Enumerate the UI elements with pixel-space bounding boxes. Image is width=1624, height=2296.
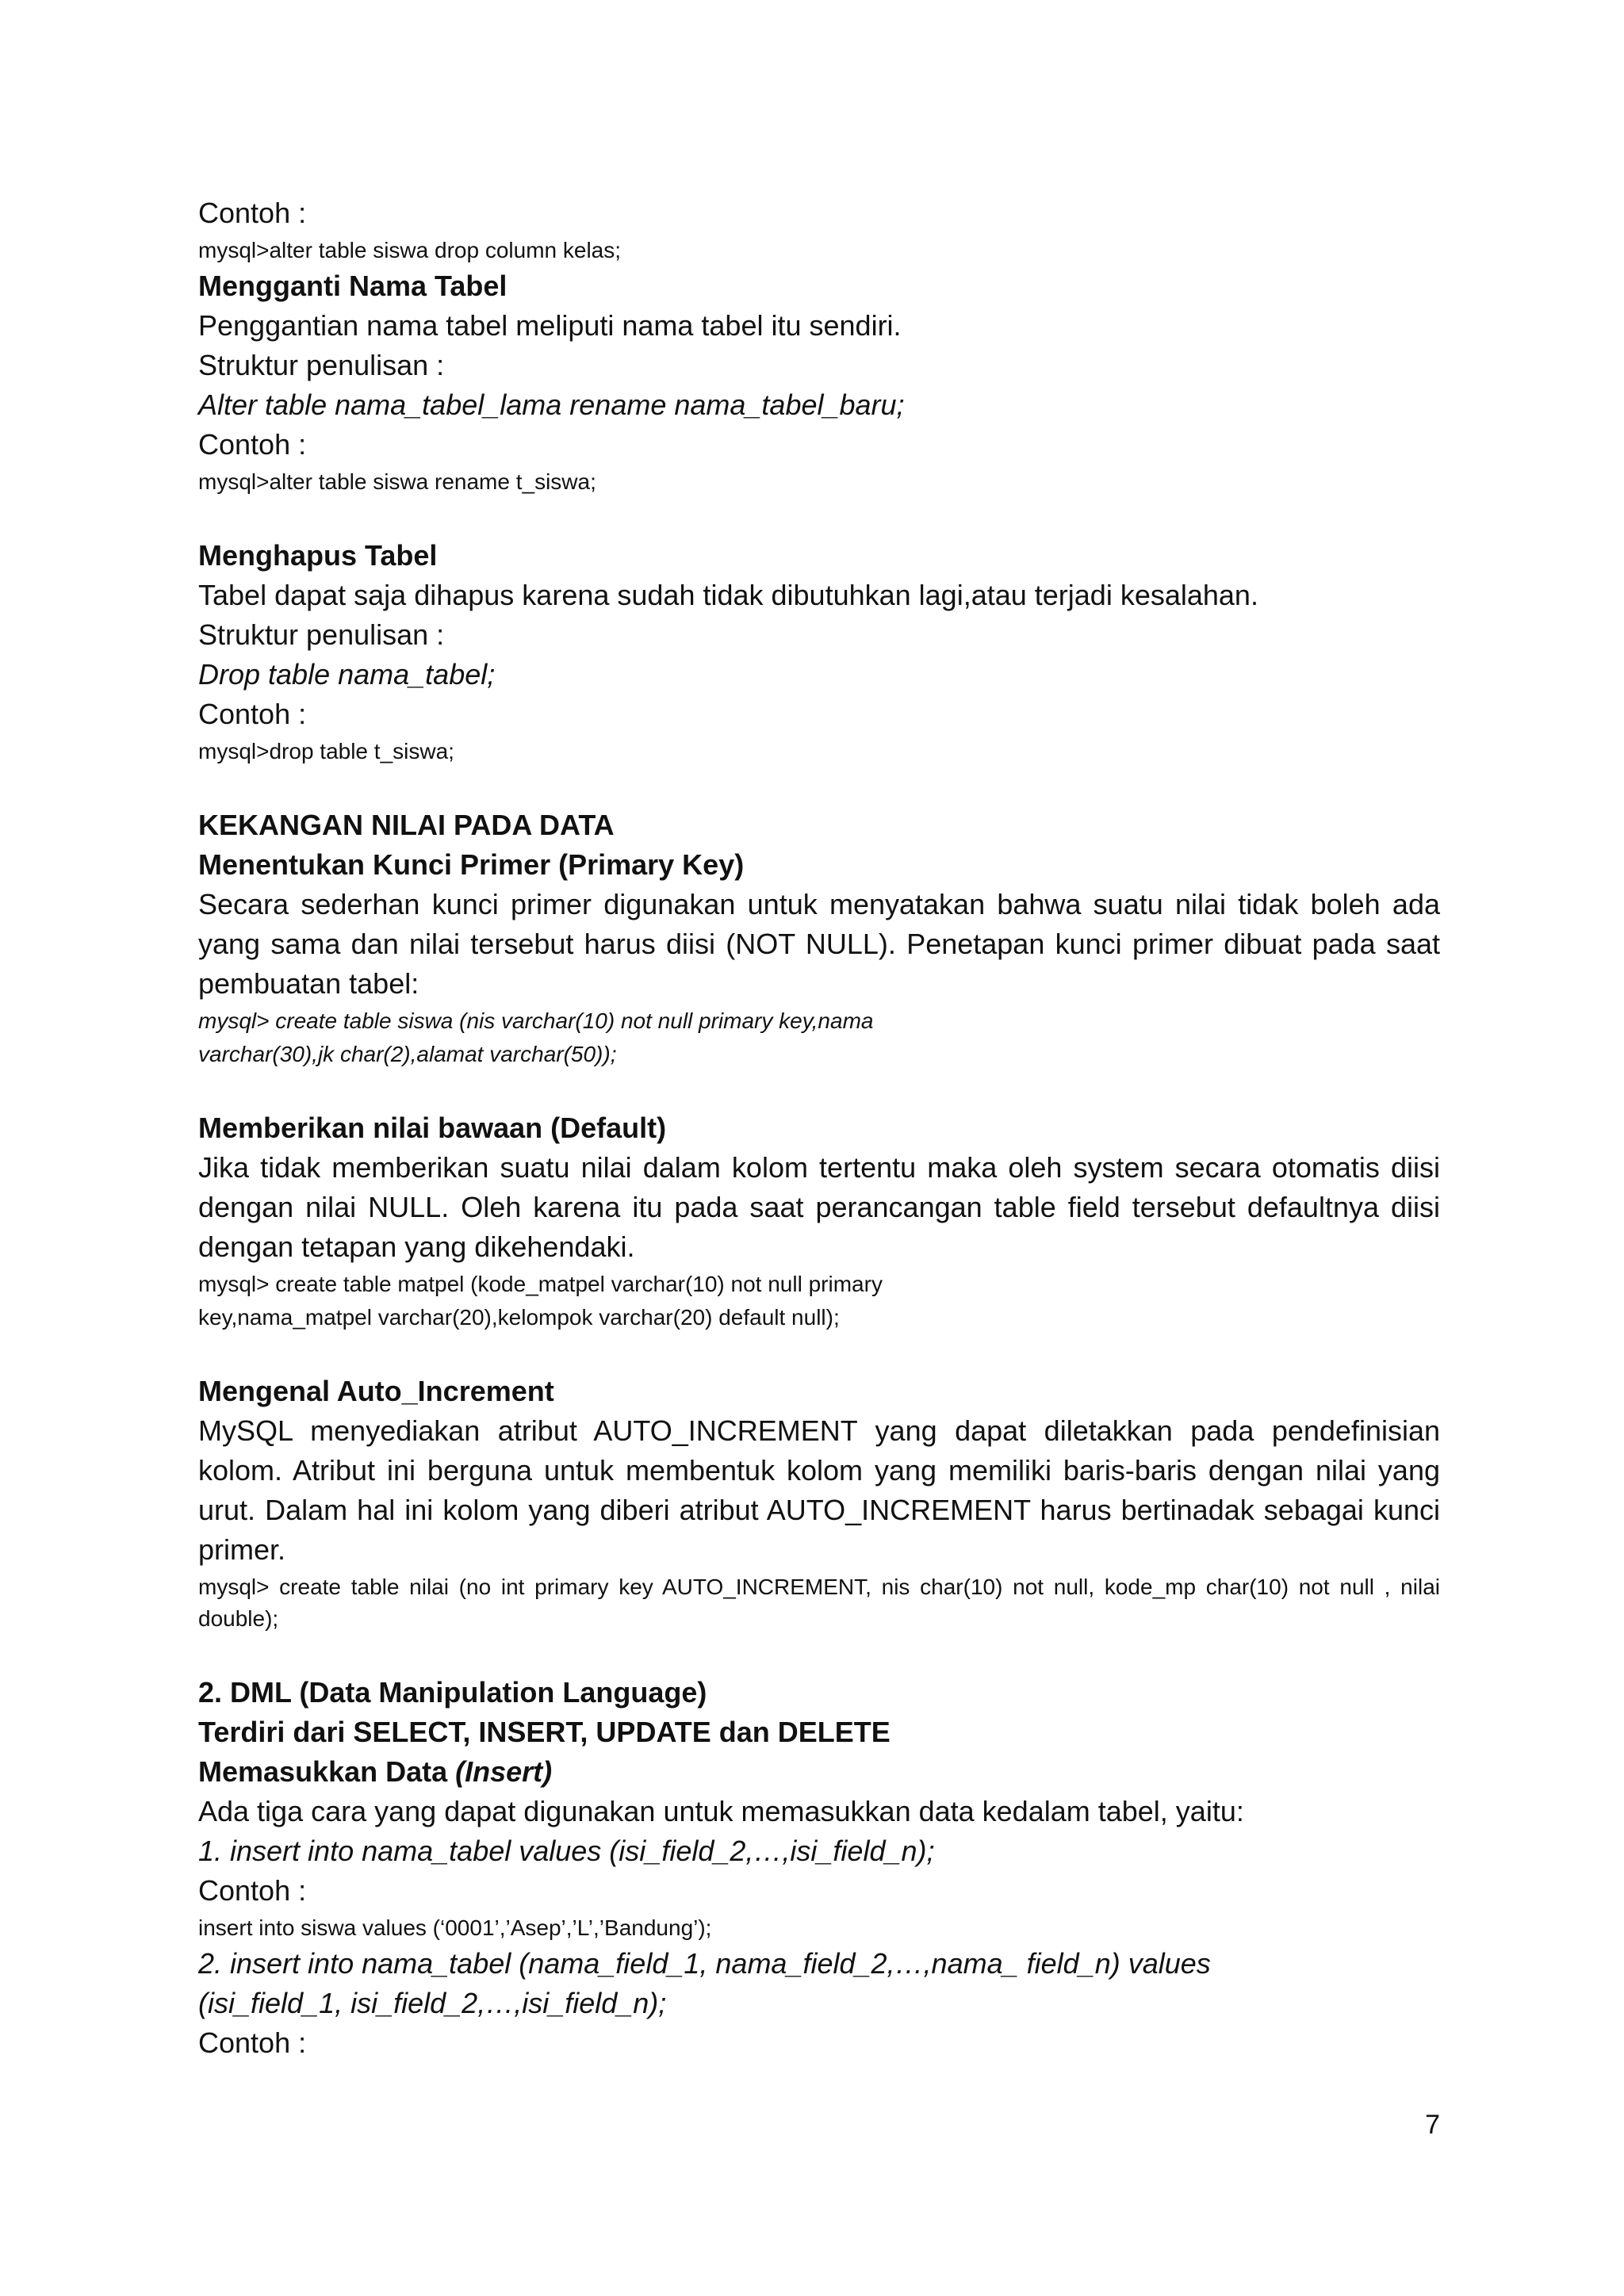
section-heading: Mengenal Auto_Increment xyxy=(198,1375,554,1407)
section-heading: Mengganti Nama Tabel xyxy=(198,270,508,302)
spacer xyxy=(198,498,1440,536)
paragraph: Penggantian nama tabel meliputi nama tabel itu sendiri. xyxy=(198,309,902,342)
paragraph: Secara sederhan kunci primer digunakan untuk menyatakan bahwa suatu nilai tidak boleh ada yang sama dan nilai tersebut harus diisi (NOT NULL). Penetapan kunci primer dibuat pada saat pembuatan tabel: xyxy=(198,888,1440,1000)
syntax-text: 1. insert into nama_tabel values (isi_field_2,…,isi_field_n); xyxy=(198,1835,935,1867)
section-heading: Menentukan Kunci Primer (Primary Key) xyxy=(198,848,745,881)
code-example: mysql>alter table siswa rename t_siswa; xyxy=(198,469,596,494)
syntax-label: Struktur penulisan : xyxy=(198,349,445,381)
example-label: Contoh : xyxy=(198,2026,307,2059)
syntax-text: 2. insert into nama_tabel (nama_field_1, nama_field_2,…,nama_ field_n) values xyxy=(198,1947,1211,1980)
section-heading: Terdiri dari SELECT, INSERT, UPDATE dan DELETE xyxy=(198,1716,891,1748)
code-example: mysql>alter table siswa drop column kelas; xyxy=(198,238,622,262)
chapter-heading: 2. DML (Data Manipulation Language) xyxy=(198,1676,707,1709)
paragraph: MySQL menyediakan atribut AUTO_INCREMENT yang dapat diletakkan pada pendefinisian kolom. Atribut ini berguna untuk membentuk kolom yang memiliki baris-baris dengan nilai yang urut. Dalam hal ini kolom yang diberi atribut AUTO_INCREMENT harus bertinadak sebagai kunci primer. xyxy=(198,1414,1440,1566)
spacer xyxy=(198,1070,1440,1108)
section-heading xyxy=(198,1752,1440,1792)
example-label: Contoh : xyxy=(198,698,307,730)
code-example: mysql> create table siswa (nis varchar(10) not null primary key,nama xyxy=(198,1008,874,1033)
section-heading: Memberikan nilai bawaan (Default) xyxy=(198,1112,667,1144)
paragraph: Jika tidak memberikan suatu nilai dalam kolom tertentu maka oleh system secara otomatis diisi dengan nilai NULL. Oleh karena itu pada saat perancangan table field tersebut defaultnya diisi dengan tetapan yang dikehendaki. xyxy=(198,1151,1440,1263)
code-example: mysql>drop table t_siswa; xyxy=(198,739,454,763)
code-example: mysql> create table matpel (kode_matpel varchar(10) not null primary xyxy=(198,1272,883,1296)
heading-text: Memasukkan Data xyxy=(198,1755,456,1788)
chapter-heading: KEKANGAN NILAI PADA DATA xyxy=(198,809,615,841)
syntax-text: (isi_field_1, isi_field_2,…,isi_field_n); xyxy=(198,1987,667,2019)
heading-emphasis: (Insert) xyxy=(455,1755,553,1788)
page-number: 7 xyxy=(1425,2110,1440,2140)
example-label: Contoh : xyxy=(198,197,307,229)
code-example: key,nama_matpel varchar(20),kelompok varchar(20) default null); xyxy=(198,1305,840,1330)
syntax-label: Struktur penulisan : xyxy=(198,618,445,651)
syntax-text: Alter table nama_tabel_lama rename nama_tabel_baru; xyxy=(198,388,905,421)
paragraph: Tabel dapat saja dihapus karena sudah tidak dibutuhkan lagi,atau terjadi kesalahan. xyxy=(198,579,1258,611)
example-label: Contoh : xyxy=(198,1874,307,1907)
code-example: insert into siswa values (‘0001’,’Asep’,’L’,’Bandung’); xyxy=(198,1915,712,1940)
example-label: Contoh : xyxy=(198,428,307,461)
paragraph: Ada tiga cara yang dapat digunakan untuk memasukkan data kedalam tabel, yaitu: xyxy=(198,1795,1244,1827)
section-heading: Menghapus Tabel xyxy=(198,539,438,572)
spacer xyxy=(198,767,1440,806)
syntax-text: Drop table nama_tabel; xyxy=(198,658,496,691)
spacer xyxy=(198,1334,1440,1372)
code-example: mysql> create table nilai (no int primary key AUTO_INCREMENT, nis char(10) not null, kode_mp char(10) not null , nilai double); xyxy=(198,1575,1440,1631)
page-content xyxy=(198,193,1440,2063)
code-example: varchar(30),jk char(2),alamat varchar(50)); xyxy=(198,1042,617,1066)
spacer xyxy=(198,1635,1440,1673)
